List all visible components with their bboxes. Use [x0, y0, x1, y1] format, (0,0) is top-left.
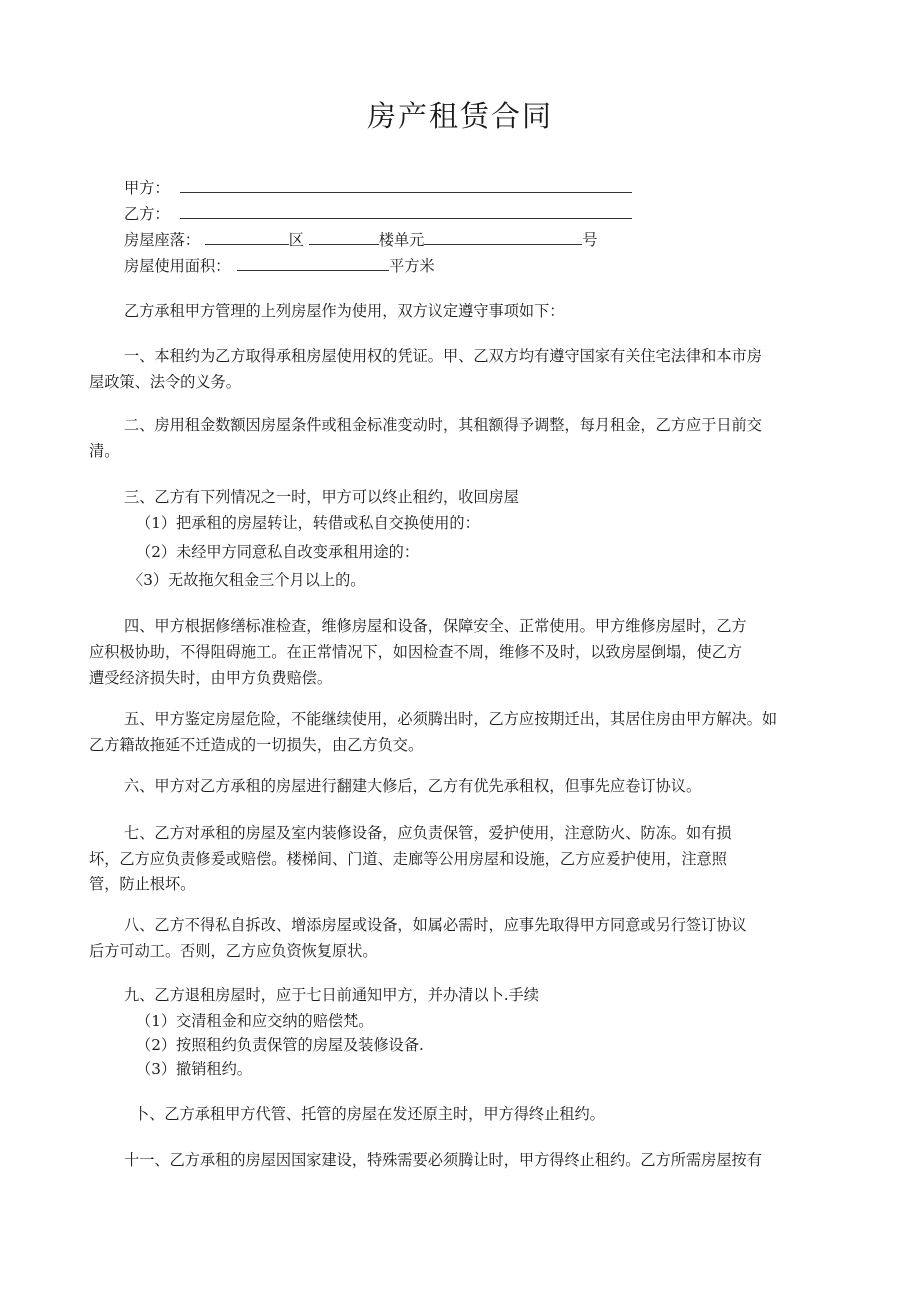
clause-3-item-3: 〈3）无故拖欠租金三个月以上的。 — [128, 571, 366, 589]
clause-2-line-2: 清。 — [89, 442, 120, 460]
clause-3-item-2: （2）未经甲方同意私自改变承租用途的： — [136, 543, 420, 561]
district-blank — [205, 228, 289, 245]
document-title: 房产租赁合同 — [366, 99, 553, 133]
intro-text: 乙方承租甲方管理的上列房屋作为使用，双方议定遵守事项如下： — [124, 302, 565, 320]
clause-5-line-2: 乙方籍故拖延不迁造成的一切损失，由乙方负交。 — [89, 736, 424, 754]
clause-10-line-1: 卜、乙方承租甲方代管、托管的房屋在发还原主时，甲方得终止租约。 — [134, 1105, 605, 1123]
clause-7-line-1: 七、乙方对承租的房屋及室内装修设备，应负责保管，爱护使用，注意防火、防冻。如有损 — [124, 824, 732, 842]
location-line — [124, 228, 598, 251]
clause-9-item-3: （3）撤销租约。 — [136, 1060, 252, 1078]
clause-9-item-1: （1）交清租金和应交纳的赔偿梵。 — [136, 1012, 374, 1030]
clause-5-line-1: 五、甲方鉴定房屋危险，不能继续使用，必须腾出时，乙方应按期迁出，其居住房由甲方解决。如 — [124, 710, 778, 728]
clause-9-item-2: （2）按照租约负责保管的房屋及装修设备. — [136, 1036, 424, 1054]
area-line — [124, 254, 435, 277]
clause-7-line-2: 坏，乙方应负责修爰或赔偿。楼梯间、门道、走廊等公用房屋和设施，乙方应爰护使用，注意照 — [89, 850, 727, 868]
clause-8-line-2: 后方可动工。否则，乙方应负资恢复原状。 — [89, 942, 378, 960]
clause-3-item-1: （1）把承租的房屋转让，转借或私自交换使用的： — [136, 514, 480, 532]
party-a-line — [124, 176, 632, 199]
number-label: 号 — [582, 231, 598, 249]
clause-9-line-1: 九、乙方退租房屋时，应于七日前通知甲方，并办清以卜.手续 — [124, 986, 539, 1004]
clause-11-line-1: 十一、乙方承租的房屋因国家建设，特殊需要必须腾让时，甲方得终止租约。乙方所需房屋按有 — [124, 1151, 762, 1169]
clause-8-line-1: 八、乙方不得私自拆改、增添房屋或设备，如属必需时，应事先取得甲方同意或另行签订协议 — [124, 916, 747, 934]
clause-4-line-3: 遭受经济损失时，由甲方负费赔偿。 — [89, 669, 332, 687]
area-label: 房屋使用面积： — [124, 257, 231, 275]
location-label: 房屋座落： — [124, 231, 200, 249]
clause-1-line-2: 屋政策、法令的义务。 — [89, 373, 241, 391]
clause-2-line-1: 二、房用租金数额因房屋条件或租金标准变动时，其租额得予调整，每月租金，乙方应于日前交 — [124, 416, 762, 434]
number-blank — [424, 228, 582, 245]
area-unit: 平方米 — [389, 257, 435, 275]
district-label: 区 — [288, 231, 304, 249]
building-blank — [309, 228, 379, 245]
party-a-label: 甲方： — [124, 179, 170, 197]
area-blank — [237, 254, 389, 271]
clause-4-line-2: 应积极协助，不得阻碍施工。在正常情况下，如因检查不周，维修不及时，以致房屋倒塌，使乙方 — [89, 643, 743, 661]
building-unit-label: 楼单元 — [378, 231, 425, 249]
clause-1-line-1: 一、本租约为乙方取得承租房屋使用权的凭证。甲、乙双方均有遵守国家有关住宅法律和本市房 — [124, 347, 762, 365]
clause-4-line-1: 四、甲方根据修缮标准检查，维修房屋和设备，保障安全、正常使用。甲方维修房屋时，乙方 — [124, 617, 747, 635]
clause-3-line-1: 三、乙方有下列情况之一时，甲方可以终止租约，收回房屋 — [124, 488, 519, 506]
party-b-blank — [180, 202, 632, 219]
clause-6-line-1: 六、甲方对乙方承租的房屋进行翻建大修后，乙方有优先承租权，但事先应卷订协议。 — [124, 777, 702, 795]
party-a-blank — [180, 176, 632, 193]
clause-7-line-3: 管，防止根坏。 — [89, 875, 196, 893]
party-b-line — [124, 202, 632, 225]
party-b-label: 乙方： — [124, 205, 170, 223]
